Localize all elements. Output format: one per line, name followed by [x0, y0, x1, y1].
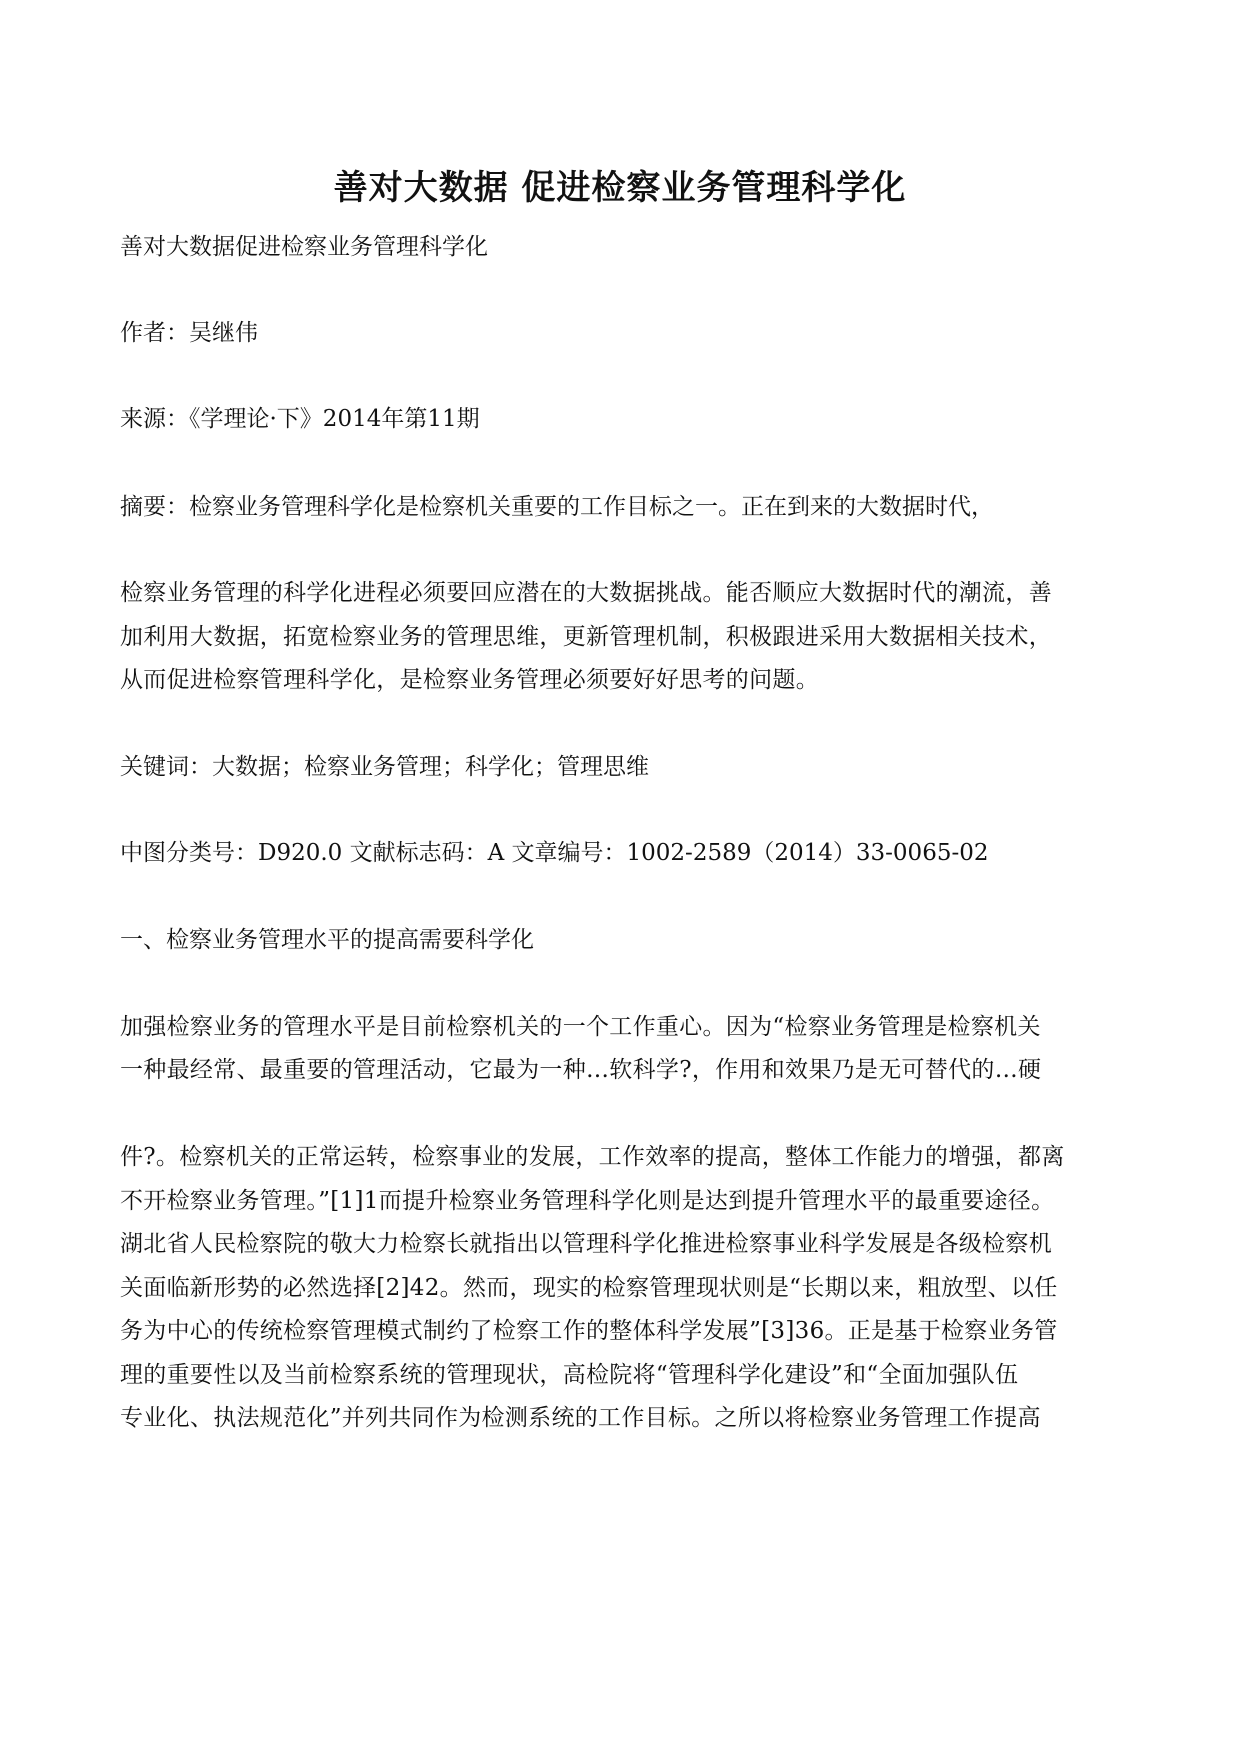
author-line: 作者：吴继伟: [120, 320, 258, 346]
paragraph-line: 一种最经常、最重要的管理活动，它最为一种…软科学?，作用和效果乃是无可替代的…硬: [120, 1057, 1042, 1083]
paragraph-line: 务为中心的传统检察管理模式制约了检察工作的整体科学发展”[3]36。正是基于检察业务管: [120, 1318, 1058, 1344]
paragraph-line: 专业化、执法规范化”并列共同作为检测系统的工作目标。之所以将检察业务管理工作提高: [120, 1405, 1041, 1431]
abstract-intro: 摘要：检察业务管理科学化是检察机关重要的工作目标之一。正在到来的大数据时代，: [120, 494, 994, 520]
source-line: 来源：《学理论·下》2014年第11期: [120, 406, 480, 432]
paragraph-line: 湖北省人民检察院的敬大力检察长就指出以管理科学化推进检察事业科学发展是各级检察机: [120, 1231, 1052, 1257]
document-subtitle: 善对大数据促进检察业务管理科学化: [120, 234, 488, 260]
paragraph-line: 关面临新形势的必然选择[2]42。然而，现实的检察管理现状则是“长期以来，粗放型、以任: [120, 1275, 1058, 1301]
abstract-line: 检察业务管理的科学化进程必须要回应潜在的大数据挑战。能否顺应大数据时代的潮流，善: [120, 580, 1052, 606]
section-heading: 一、检察业务管理水平的提高需要科学化: [120, 927, 534, 953]
keywords-line: 关键词：大数据；检察业务管理；科学化；管理思维: [120, 754, 649, 780]
paragraph-line: 理的重要性以及当前检察系统的管理现状，高检院将“管理科学化建设”和“全面加强队伍: [120, 1362, 1019, 1388]
abstract-line: 加利用大数据，拓宽检察业务的管理思维，更新管理机制，积极跟进采用大数据相关技术，: [120, 624, 1052, 650]
classification-line: 中图分类号：D920.0 文献标志码：A 文章编号：1002-2589（2014）33-0065-02: [120, 840, 989, 866]
paragraph-line: 件?。检察机关的正常运转，检察事业的发展，工作效率的提高，整体工作能力的增强，都离: [120, 1144, 1065, 1170]
paragraph-line: 加强检察业务的管理水平是目前检察机关的一个工作重心。因为“检察业务管理是检察机关: [120, 1014, 1041, 1040]
document-title: 善对大数据 促进检察业务管理科学化: [333, 168, 907, 208]
paragraph-line: 不开检察业务管理。”[1]1而提升检察业务管理科学化则是达到提升管理水平的最重要途径。: [120, 1188, 1055, 1214]
abstract-line: 从而促进检察管理科学化，是检察业务管理必须要好好思考的问题。: [120, 667, 819, 693]
